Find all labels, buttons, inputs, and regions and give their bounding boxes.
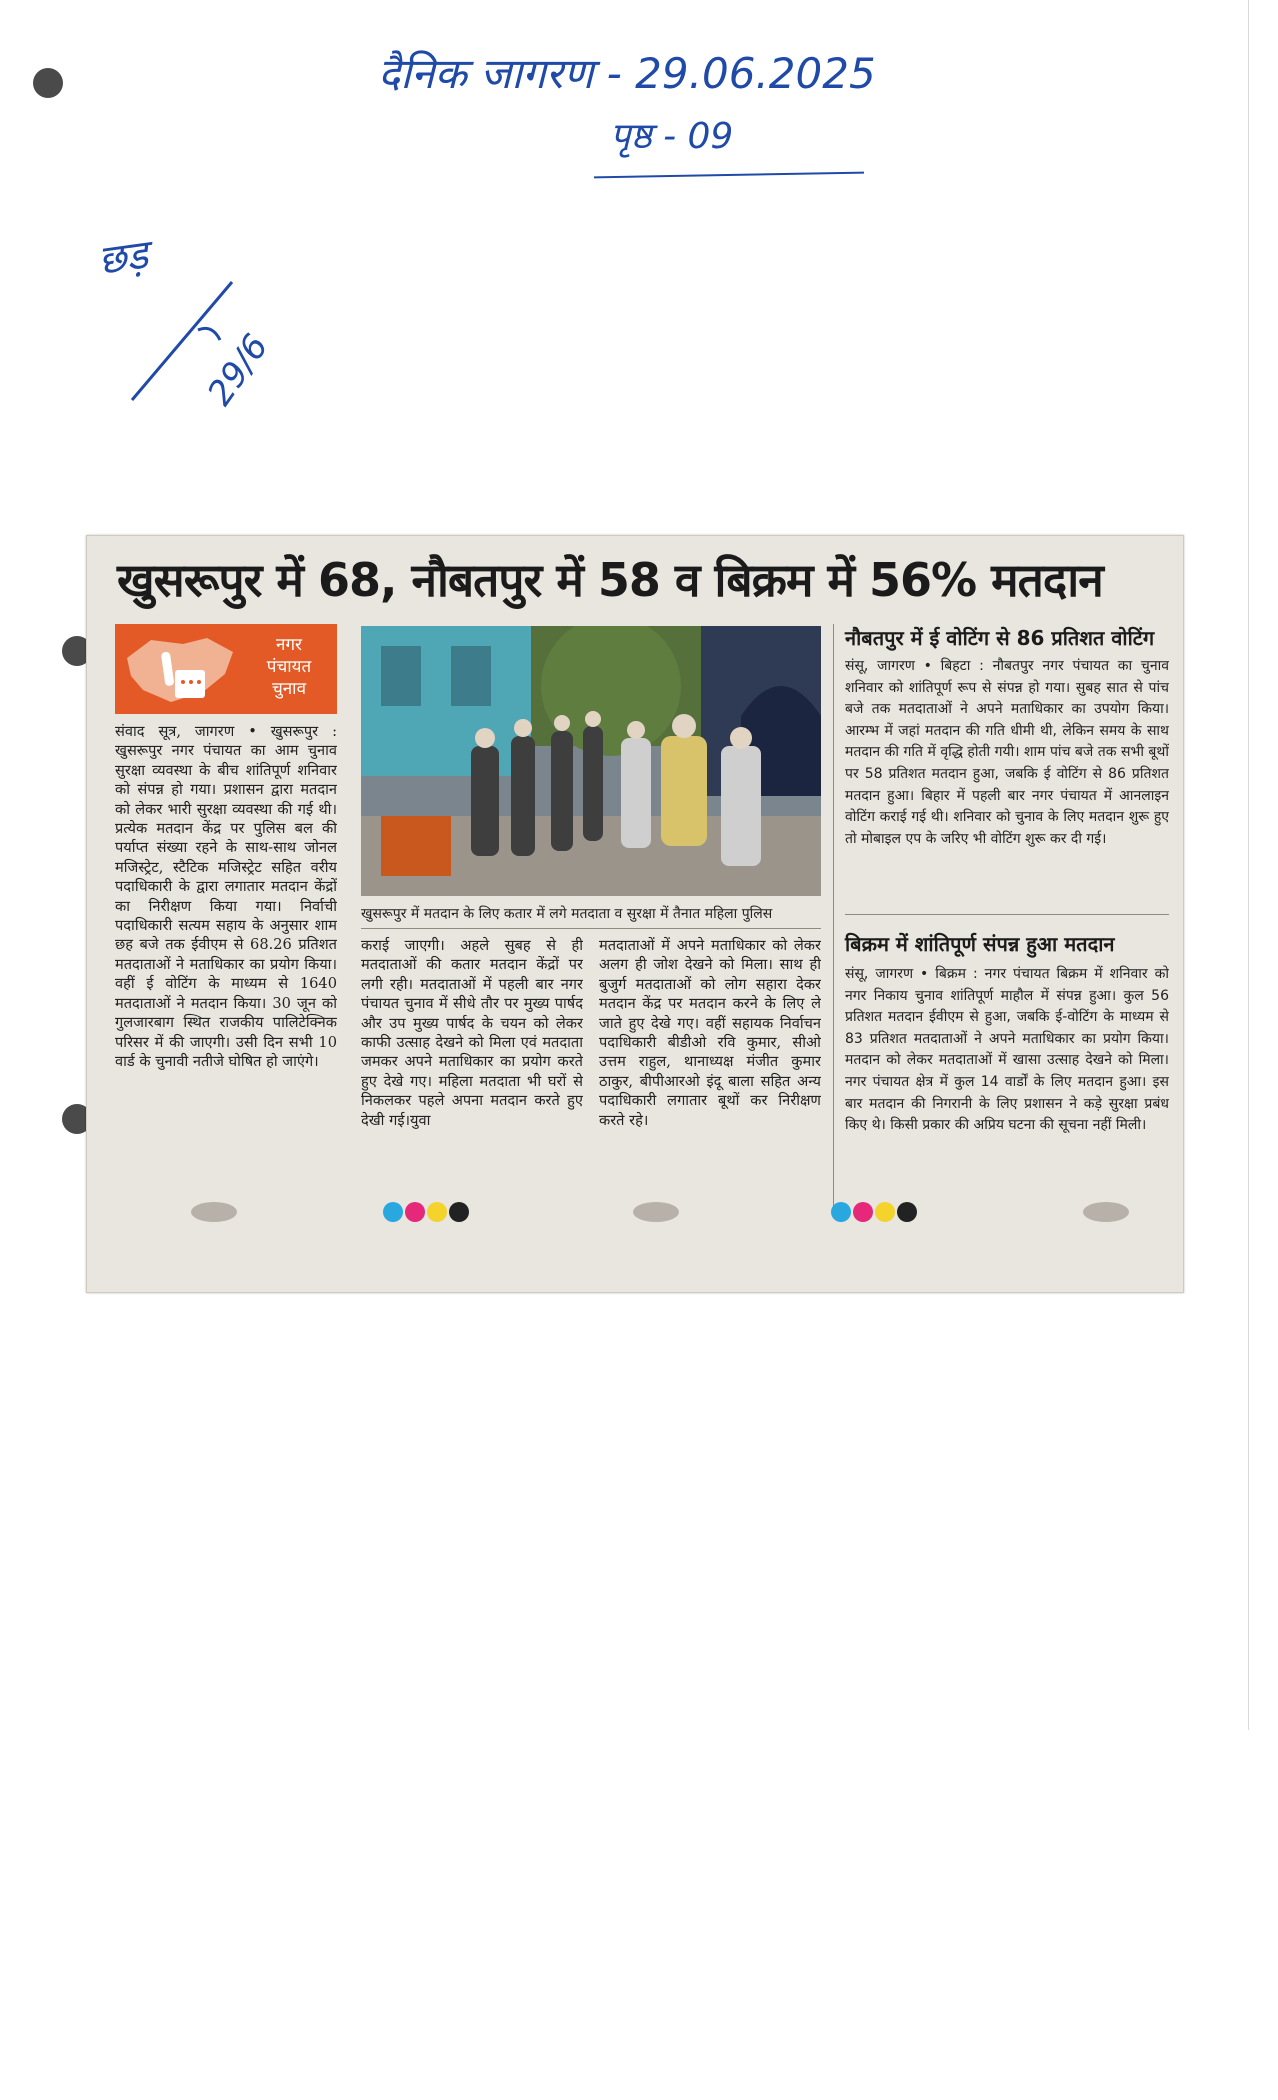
registration-dot-cyan-1 [383, 1202, 403, 1222]
photo-caption: खुसरूपुर में मतदान के लिए कतार में लगे मतदाता व सुरक्षा में तैनात महिला पुलिस [361, 906, 773, 922]
handwritten-initial-date: 29/6 [199, 327, 277, 413]
main-column-2: कराई जाएगी। अहले सुबह से ही मतदाताओं की कतार मतदान केंद्रों पर लगी रही। मतदाताओं में पहली बार नगर पंचायत चुनाव में सीधे तौर पर मुख्य पार्षद और उप मुख्य पार्षद के चयन को लेकर काफी उत्साह देखने को मिला एवं मतदाता जमकर अपने मताधिकार का प्रयोग करते हुए देखे गए। महिला मतदाता भी घरों से निकलकर पहले अपना मतदान करते हुए देखी गई।युवा [361, 937, 583, 1129]
page-edge [1248, 0, 1249, 1730]
voters-queue-photo [361, 626, 821, 896]
registration-dot-magenta-1 [405, 1202, 425, 1222]
side-divider [845, 914, 1169, 915]
main-column-1: संवाद सूत्र, जागरण • खुसरूपुर : खुसरूपुर नगर पंचायत का आम चुनाव सुरक्षा व्यवस्था के बीच शांतिपूर्ण शनिवार को संपन्न हो गया। प्रशासन द्वारा मतदान को लेकर भारी सुरक्षा व्यवस्था की गई थी। प्रत्येक मतदान केंद्र पर पुलिस बल की पर्याप्त संख्या रहने के साथ-साथ जोनल मजिस्ट्रेट, स्टैटिक मजिस्ट्रेट सहित वरीय पदाधिकारी के द्वारा लगातार मतदान केंद्रों का निरीक्षण किया गया। निर्वाची पदाधिकारी सत्यम सहाय के अनुसार शाम छह बजे तक ईवीएम से 68.26 प्रतिशत मतदाताओं ने मताधिकार का प्रयोग किया। वहीं ई वोटिंग के माध्यम से 1640 मतदाताओं ने मतदान किया। 30 जून को गुलजारबाग स्थित राजकीय पालिटेक्निक परिसर में की जाएगी। उसी दिन सभी 10 वार्ड के चुनावी नतीजे घोषित हो जाएंगे। [115, 723, 337, 1070]
bihar-map-icon [121, 630, 241, 710]
bikram-headline: बिक्रम में शांतिपूर्ण संपन्न हुआ मतदान [845, 932, 1115, 956]
badge-line-3: चुनाव [271, 679, 307, 699]
caption-rule [361, 928, 821, 929]
registration-oval-3 [1083, 1202, 1129, 1222]
handwritten-underline [594, 172, 864, 179]
election-badge [115, 624, 337, 714]
bikram-body: संसू, जागरण • बिक्रम : नगर पंचायत बिक्रम में शनिवार को नगर निकाय चुनाव शांतिपूर्ण माहौल में संपन्न हुआ। कुल 56 प्रतिशत मतदान ईवीएम से हुआ, जबकि ई-वोटिंग के माध्यम से 83 प्रतिशत मतदाताओं ने अपने मताधिकार का प्रयोग किया। मतदान को लेकर मतदाताओं में खासा उत्साह देखने को मिला। नगर पंचायत क्षेत्र में कुल 14 वार्डों के लिए मतदान हुआ। इस बार मतदान की निगरानी के लिए प्रशासन ने कड़े सुरक्षा प्रबंध किए थे। किसी प्रकार की अप्रिय घटना की सूचना नहीं मिली। [845, 966, 1169, 1134]
badge-line-2: पंचायत [266, 657, 312, 677]
column-divider [833, 624, 834, 1214]
nobatpur-body: संसू, जागरण • बिहटा : नौबतपुर नगर पंचायत का चुनाव शनिवार को शांतिपूर्ण रूप से संपन्न हो गया। सुबह सात से पांच बजे तक मतदाताओं ने अपने मताधिकार का उपयोग किया। आरम्भ में जहां मतदान की गति धीमी थी, लेकिन समय के साथ मतदान की गति में वृद्धि होती गयी। शाम पांच बजे तक सभी बूथों पर 58 प्रतिशत मतदान हुआ, जबकि ई वोटिंग से 86 प्रतिशत मतदान हुआ। बिहार में पहली बार नगर पंचायत में आनलाइन वोटिंग कराई गई थी। शनिवार को चुनाव के लिए मतदान शुरू हुए तो मोबाइल एप के जरिए भी वोटिंग शुरू कर दी गई। [845, 658, 1169, 847]
registration-dot-magenta-2 [853, 1202, 873, 1222]
registration-dot-black-2 [897, 1202, 917, 1222]
main-column-3: मतदाताओं में अपने मताधिकार को लेकर अलग ही जोश देखने को मिला। साथ ही बुजुर्ग मतदाताओं को लोग सहारा देकर मतदान केंद्र पर मतदान करने के लिए ले जाते हुए देखे गए। वहीं सहायक निर्वाचन पदाधिकारी बीडीओ रवि कुमार, सीओ उत्तम राहुल, थानाध्यक्ष मंजीत कुमार ठाकुर, बीपीआरओ इंदू बाला सहित अन्य पदाधिकारी लगातार बूथों कर निरीक्षण करते रहे। [599, 937, 821, 1129]
nobatpur-headline: नौबतपुर में ई वोटिंग से 86 प्रतिशत वोटिंग [845, 626, 1155, 650]
handwritten-source-date: दैनिक जागरण - 29.06.2025 [378, 49, 876, 98]
handwritten-page-number: पृष्ठ - 09 [610, 116, 734, 157]
photo-illustration [361, 626, 821, 896]
handwritten-initials: छड़ [95, 231, 151, 285]
article-headline: खुसरूपुर में 68, नौबतपुर में 58 व बिक्रम में 56% मतदान [117, 553, 1103, 607]
registration-oval-1 [191, 1202, 237, 1222]
newspaper-clipping [86, 535, 1184, 1293]
registration-dot-yellow-2 [875, 1202, 895, 1222]
badge-line-1: नगर [276, 635, 302, 655]
registration-dot-cyan-2 [831, 1202, 851, 1222]
badge-label [247, 634, 331, 700]
registration-dot-yellow-1 [427, 1202, 447, 1222]
registration-dot-black-1 [449, 1202, 469, 1222]
punch-hole-top [33, 68, 63, 98]
registration-oval-2 [633, 1202, 679, 1222]
